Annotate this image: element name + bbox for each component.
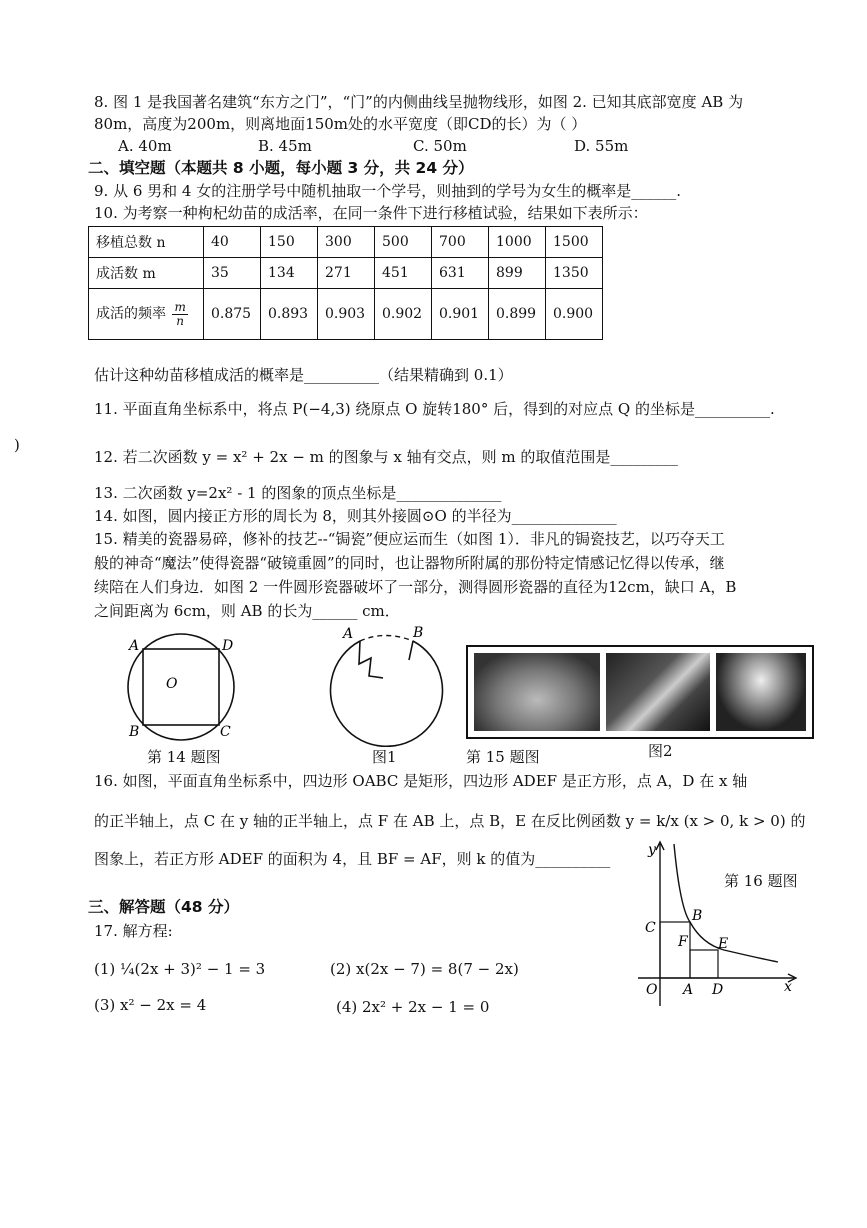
fraction-numerator: m (174, 299, 186, 314)
label-B: B (413, 625, 424, 641)
q16-line2: 的正半轴上，点 C 在 y 轴的正半轴上，点 F 在 AB 上，点 B，E 在反比例函数 y = k/x (x > 0, k > 0) 的 (94, 812, 806, 830)
table-cell: 0.893 (261, 289, 318, 340)
q8-line1: 8. 图 1 是我国著名建筑“东方之门”，“门”的内侧曲线呈抛物线形，如图 2. 已知其底部宽度 AB 为 (94, 93, 744, 111)
table-cell: 0.875 (204, 289, 261, 340)
margin-mark: ) (14, 436, 20, 454)
freq-label-text: 成活的频率 (96, 306, 166, 322)
fig14-circle-square (118, 632, 248, 747)
q17-heading: 17. 解方程: (94, 922, 173, 940)
label-A: A (683, 982, 694, 998)
label-O: O (646, 982, 658, 998)
q15-line1: 15. 精美的瓷器易碎，修补的技艺--“锔瓷”便应运而生（如图 1）．非凡的锔瓷技艺，以巧夺天工 (94, 530, 725, 548)
label-O: O (166, 676, 178, 692)
table-cell: 1350 (546, 258, 603, 289)
table-cell: 700 (432, 227, 489, 258)
table-cell: 0.900 (546, 289, 603, 340)
fig14-caption: 第 14 题图 (147, 748, 221, 766)
fig2-caption: 图2 (648, 742, 673, 760)
q17-eq4: (4) 2x² + 2x − 1 = 0 (336, 998, 490, 1016)
table-cell: 0.903 (318, 289, 375, 340)
bowl-photo-1 (474, 653, 600, 731)
table-cell: 300 (318, 227, 375, 258)
q14-text: 14. 如图，圆内接正方形的周长为 8，则其外接圆⊙O 的半径为______________ (94, 507, 617, 525)
q17-eq1: (1) ¼(2x + 3)² − 1 = 3 (94, 960, 266, 978)
fig1-caption: 图1 (372, 748, 397, 766)
fig16-caption: 第 16 题图 (724, 872, 798, 890)
q12-text: 12. 若二次函数 y = x² + 2x − m 的图象与 x 轴有交点，则 m 的取值范围是_________ (94, 448, 678, 466)
table-cell: 451 (375, 258, 432, 289)
table-cell: 1000 (489, 227, 546, 258)
label-A: A (129, 638, 140, 654)
table-cell: 0.899 (489, 289, 546, 340)
q8-option-d: D. 55m (574, 137, 629, 155)
table-cell: 0.901 (432, 289, 489, 340)
table-row-survived (89, 258, 603, 289)
label-E: E (718, 936, 729, 952)
label-C: C (645, 920, 656, 936)
bowl-photo-3 (716, 653, 806, 731)
q10-estimate: 估计这种幼苗移植成活的概率是__________（结果精确到 0.1） (94, 366, 513, 384)
q15-line3: 续陪在人们身边．如图 2 一件圆形瓷器破坏了一部分，测得圆形瓷器的直径为12cm，缺口 A，B (94, 578, 737, 596)
q8-option-a: A. 40m (118, 137, 172, 155)
table-cell: 134 (261, 258, 318, 289)
label-A: A (343, 626, 354, 642)
q8-line2: 80m，高度为200m，则离地面150m处的水平宽度（即CD的长）为（ ） (94, 115, 587, 133)
q17-eq3: (3) x² − 2x = 4 (94, 996, 207, 1014)
label-D: D (222, 638, 234, 654)
q9-text: 9. 从 6 男和 4 女的注册学号中随机抽取一个学号，则抽到的学号为女生的概率是______. (94, 182, 682, 200)
bowl-photo-2 (606, 653, 710, 731)
table-row-total (89, 227, 603, 258)
table-cell: 40 (204, 227, 261, 258)
survival-table (88, 226, 603, 340)
label-B: B (692, 908, 703, 924)
label-F: F (678, 934, 688, 950)
q11-text: 11. 平面直角坐标系中，将点 P(−4,3) 绕原点 O 旋转180° 后，得到的对应点 Q 的坐标是__________. (94, 400, 775, 418)
label-D: D (712, 982, 724, 998)
fraction-denominator: n (176, 313, 185, 328)
table-cell: 631 (432, 258, 489, 289)
label-B: B (129, 724, 140, 740)
fig16-graph (628, 838, 804, 1010)
q10-text: 10. 为考察一种枸杞幼苗的成活率，在同一条件下进行移植试验，结果如下表所示： (94, 204, 648, 222)
table-cell: 899 (489, 258, 546, 289)
label-x: x (784, 979, 792, 995)
section2-heading: 二、填空题（本题共 8 小题，每小题 3 分，共 24 分） (88, 159, 474, 177)
q8-option-b: B. 45m (258, 137, 312, 155)
fig15-caption: 第 15 题图 (466, 748, 540, 766)
table-row-label: 移植总数 n (89, 227, 204, 258)
freq-fraction (172, 301, 187, 327)
table-cell: 35 (204, 258, 261, 289)
q17-eq2: (2) x(2x − 7) = 8(7 − 2x) (330, 960, 519, 978)
table-cell: 0.902 (375, 289, 432, 340)
label-C: C (220, 724, 231, 740)
q15-line2: 般的神奇“魔法”使得瓷器“破镜重圆”的同时，也让器物所附属的那份特定情感记忆得以传承，继 (94, 554, 725, 572)
q13-text: 13. 二次函数 y=2x² - 1 的图象的顶点坐标是______________ (94, 484, 502, 502)
table-cell: 1500 (546, 227, 603, 258)
table-row-frequency (89, 289, 603, 340)
q16-line1: 16. 如图，平面直角坐标系中，四边形 OABC 是矩形，四边形 ADEF 是正方形，点 A，D 在 x 轴 (94, 772, 748, 790)
table-cell: 271 (318, 258, 375, 289)
label-y: y (648, 842, 656, 858)
table-row-label: 成活数 m (89, 258, 204, 289)
fig1-broken-circle (325, 622, 445, 747)
q15-line4: 之间距离为 6cm，则 AB 的长为______ cm． (94, 602, 400, 620)
table-cell: 150 (261, 227, 318, 258)
fig15-photo-strip (466, 645, 814, 739)
q16-line3: 图象上，若正方形 ADEF 的面积为 4，且 BF = AF，则 k 的值为__________ (94, 850, 611, 868)
q8-option-c: C. 50m (413, 137, 467, 155)
section3-heading: 三、解答题（48 分） (88, 898, 239, 916)
table-cell: 500 (375, 227, 432, 258)
table-row-label (89, 289, 204, 340)
